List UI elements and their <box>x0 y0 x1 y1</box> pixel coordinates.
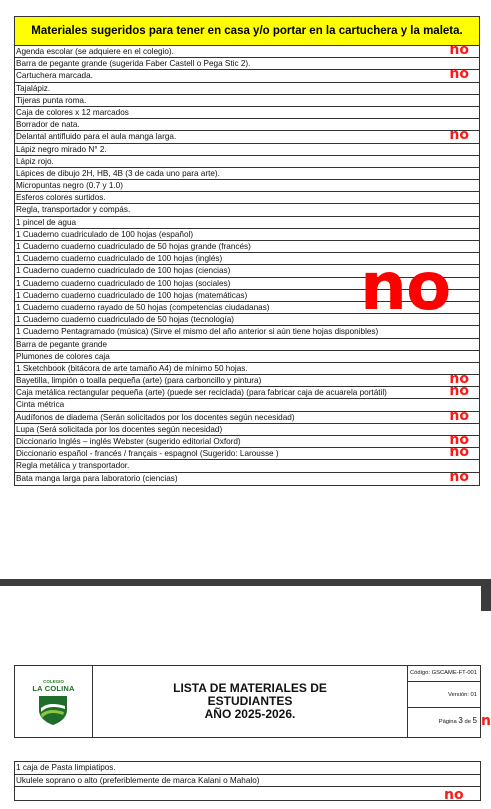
title-line-2: ESTUDIANTES <box>207 694 293 708</box>
list-item <box>15 107 479 119</box>
list-item-text: Borrador de nata. <box>16 120 80 130</box>
list-item <box>15 42 479 58</box>
list-item-text: 1 Cuaderno cuaderno rayado de 50 hojas (competencias ciudadanas) <box>16 302 270 312</box>
list-item-text: Barra de pegante grande (sugerida Faber Castell o Pega Stic 2). <box>16 59 251 69</box>
list-item <box>15 180 479 192</box>
title-line-1: LISTA DE MATERIALES DE <box>173 681 327 695</box>
list-item-text: Diccionario Inglés – inglés Webster (sugerido editorial Oxford) <box>16 437 241 446</box>
list-item-text: 1 Cuaderno cuaderno cuadriculado de 100 hojas (sociales) <box>16 278 231 288</box>
list-item-text: Caja de colores x 12 marcados <box>16 107 129 117</box>
list-item <box>15 127 479 144</box>
list-item <box>15 326 479 338</box>
materials-list-continued <box>14 761 481 801</box>
list-item <box>15 119 479 131</box>
no-mark: no <box>449 444 469 461</box>
doc-page <box>408 708 480 737</box>
page-current: 3 <box>458 716 463 725</box>
list-item: 1 caja de Pasta limpiatipos. <box>15 762 480 775</box>
list-item <box>15 83 479 95</box>
logo-caption: COLEGIO <box>43 679 64 684</box>
shield-logo-icon <box>37 694 69 726</box>
list-item-text: 1 Sketchbook (bitácora de arte tamaño A4) de mínimo 50 hojas. <box>16 363 248 373</box>
no-mark: no <box>449 383 469 400</box>
list-item-text: 1 Cuaderno cuaderno cuadriculado de 100 hojas (matemáticas) <box>16 290 248 300</box>
list-item-text: Diccionario español - francés / français - espagnol (Sugerido: Larousse ) <box>16 449 279 459</box>
list-item <box>15 217 479 229</box>
list-item <box>15 144 479 156</box>
list-item-text: 1 Cuaderno cuaderno cuadriculado de 100 hojas (ciencias) <box>16 266 231 276</box>
doc-code <box>408 666 480 682</box>
page-separator-edge <box>481 579 491 611</box>
list-item <box>15 444 479 461</box>
no-mark: no <box>449 468 469 485</box>
title-line-3: AÑO 2025-2026. <box>204 707 296 721</box>
list-item <box>15 460 479 472</box>
list-header: Materiales sugeridos para tener en casa y/o portar en la cartuchera y la maleta. <box>15 17 479 46</box>
list-item <box>15 424 479 436</box>
list-item-text: 1 Cuaderno cuaderno cuadriculado de 100 hojas (inglés) <box>16 254 223 264</box>
cut-no-mark: n <box>481 713 491 729</box>
list-item <box>15 363 479 375</box>
list-item <box>15 66 479 83</box>
doc-version-text: Versión: 01 <box>447 692 477 698</box>
list-item-text: Cinta métrica <box>16 400 65 410</box>
no-mark: no <box>449 432 469 448</box>
list-item-text: Lápiz negro mirado N° 2. <box>16 144 107 154</box>
list-item-text: Regla, transportador y compás. <box>16 205 131 215</box>
list-item <box>15 95 479 107</box>
page-prefix: Página <box>438 719 457 725</box>
list-item-text: 1 Cuaderno Pentagramado (música) (Sirve el mismo del año anterior si aún tiene hojas disponibles) <box>16 327 379 337</box>
no-mark: no <box>449 42 469 58</box>
list-item-text: 1 Cuaderno cuaderno cuadriculado de 50 hojas (tecnología) <box>16 315 235 325</box>
list-item <box>15 156 479 168</box>
list-item-text: Audífonos de diadema (Serán solicitados por los docentes según necesidad) <box>16 412 295 422</box>
no-mark: no <box>449 371 469 388</box>
list-item <box>15 383 479 400</box>
list-item-text: Lápices de dibujo 2H, HB, 4B (3 de cada uno para arte). <box>16 168 220 178</box>
bottom-no-mark: no <box>444 787 464 803</box>
list-item-text: Lupa (Será solicitada por los docentes según necesidad) <box>16 424 223 434</box>
list-item-text: Bata manga larga para laboratorio (ciencias) <box>16 473 178 483</box>
logo-name: LA COLINA <box>32 684 75 693</box>
list-item-text: Tajalápiz. <box>16 83 51 93</box>
list-item-text: Plumones de colores caja <box>16 351 110 361</box>
list-item-text: Regla metálica y transportador. <box>16 461 130 471</box>
list-item-text: Cartuchera marcada. <box>16 71 93 81</box>
list-item <box>15 432 479 448</box>
list-item-text: Esferos colores surtidos. <box>16 193 106 203</box>
list-item-text: Barra de pegante grande <box>16 339 108 349</box>
list-item-text: Caja metálica rectangular pequeña (arte) (puede ser reciclada) (para fabricar caja de acuarela portátil) <box>16 388 387 398</box>
page-total: 5 <box>472 716 477 725</box>
list-item <box>15 468 479 485</box>
list-item-text: Lápiz rojo. <box>16 156 54 166</box>
list-item-text: 1 Cuaderno cuaderno cuadriculado de 50 hojas grande (francés) <box>16 242 251 251</box>
list-item <box>15 787 480 803</box>
list-item <box>15 339 479 351</box>
document-header <box>14 665 481 738</box>
meta-cell <box>408 666 480 737</box>
list-item: Ukulele soprano o alto (preferiblemente de marca Kalani o Mahalo) <box>15 775 480 788</box>
list-item-text: Tijeras punta roma. <box>16 95 87 105</box>
list-item <box>15 58 479 70</box>
big-no-mark: no <box>360 248 451 325</box>
doc-version <box>408 682 480 708</box>
list-item <box>15 192 479 204</box>
list-item-text: Micropuntas negro (0.7 y 1.0) <box>16 181 123 191</box>
list-item <box>15 229 479 241</box>
page-separator <box>0 579 491 586</box>
doc-code-text: Código: GSCAME-FT-001 <box>409 670 477 676</box>
list-item <box>15 351 479 363</box>
list-item <box>15 168 479 180</box>
no-mark: no <box>449 66 469 83</box>
list-item-text: Bayetilla, limpión o toalla pequeña (arte) (para carboncillo y pintura) <box>16 376 262 386</box>
list-item <box>15 204 479 216</box>
logo-cell <box>15 666 93 737</box>
list-item-text: Agenda escolar (se adquiere en el colegio). <box>16 47 174 56</box>
list-item <box>15 407 479 424</box>
document-title <box>93 666 408 737</box>
list-item-text: 1 Cuaderno cuadriculado de 100 hojas (español) <box>16 229 194 239</box>
list-item <box>15 399 479 411</box>
no-mark: no <box>449 127 469 144</box>
list-item-text: Delantal antifluido para el aula manga larga. <box>16 132 177 142</box>
page-mid: de <box>464 719 471 725</box>
list-item-text: 1 pincel de agua <box>16 217 77 227</box>
list-item <box>15 371 479 388</box>
no-mark: no <box>449 407 469 424</box>
